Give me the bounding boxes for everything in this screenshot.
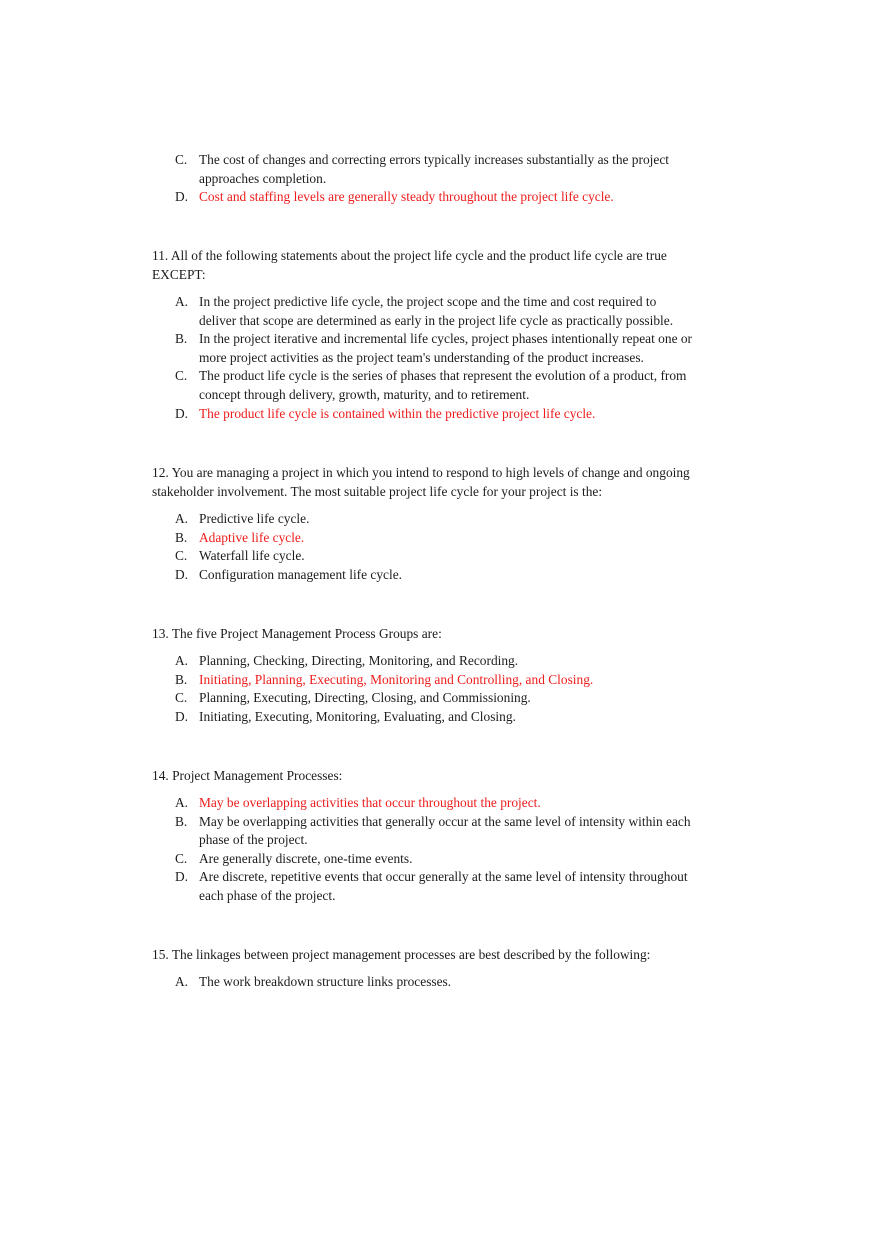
option-c (152, 547, 738, 566)
option-text-line: In the project iterative and incremental life cycles, project phases intentionally repeat one or (199, 331, 693, 347)
option-text-line: Cost and staffing levels are generally steady throughout the project life cycle. (199, 189, 614, 205)
option-letter: B. (175, 671, 188, 687)
option-text-line: The product life cycle is contained within the predictive project life cycle. (199, 405, 596, 421)
option-text-line: Planning, Executing, Directing, Closing, and Commissioning. (199, 690, 531, 706)
option-text-line: Configuration management life cycle. (199, 566, 403, 582)
option-text-line: concept through delivery, growth, maturity, and to retirement. (199, 386, 530, 402)
option-letter: D. (175, 708, 189, 724)
option-letter: A. (175, 653, 189, 668)
question-stem-line: 12. You are managing a project in which you intend to respond to high levels of change and ongoing (152, 465, 690, 480)
option-b (152, 330, 738, 367)
option-text-line: Adaptive life cycle. (199, 529, 305, 545)
option-text-line: The product life cycle is the series of phases that represent the evolution of a product, from (199, 368, 687, 384)
question-10-tail (152, 151, 732, 207)
question-13 (152, 624, 732, 643)
option-c (152, 689, 738, 708)
option-b (152, 813, 738, 850)
option-text-line: Initiating, Planning, Executing, Monitoring and Controlling, and Closing. (199, 671, 594, 687)
option-text-line: each phase of the project. (199, 887, 336, 903)
option-text-line: In the project predictive life cycle, the project scope and the time and cost required to (199, 294, 657, 309)
option-c (152, 151, 738, 188)
option-b-correct (152, 671, 738, 690)
option-a (152, 510, 738, 529)
option-letter: A. (175, 974, 189, 989)
option-letter: B. (175, 529, 188, 545)
question-14 (152, 766, 732, 785)
option-text-line: May be overlapping activities that generally occur at the same level of intensity within each (199, 813, 691, 829)
option-text-line: Waterfall life cycle. (199, 548, 305, 564)
option-text-line: Are generally discrete, one-time events. (199, 850, 413, 866)
question-14-options (152, 794, 732, 906)
option-d (152, 708, 738, 727)
question-15 (152, 945, 732, 964)
option-a (152, 293, 738, 330)
question-13-options (152, 652, 732, 726)
option-text-line: more project activities as the project team's understanding of the product increases. (199, 349, 644, 365)
option-text-line: approaches completion. (199, 170, 327, 186)
option-d (152, 566, 738, 585)
option-d-correct (152, 405, 738, 424)
option-letter: D. (175, 189, 189, 205)
question-12 (152, 463, 732, 501)
option-letter: B. (175, 331, 188, 347)
option-d (152, 868, 738, 905)
option-c (152, 367, 738, 404)
option-text-line: Initiating, Executing, Monitoring, Evaluating, and Closing. (199, 708, 516, 724)
option-text-line: Planning, Checking, Directing, Monitoring, and Recording. (199, 653, 519, 668)
option-letter: C. (175, 152, 188, 167)
question-stem-line: 13. The five Project Management Process Groups are: (152, 626, 442, 641)
option-text-line: deliver that scope are determined as early in the project life cycle as practically possible. (199, 312, 674, 328)
question-15-options (152, 973, 732, 992)
option-c (152, 850, 738, 869)
option-text-line: Are discrete, repetitive events that occur generally at the same level of intensity throughout (199, 869, 688, 885)
question-stem-line: 11. All of the following statements about the project life cycle and the product life cycle are true (152, 248, 667, 263)
option-letter: A. (175, 511, 189, 526)
option-letter: C. (175, 690, 188, 706)
option-text-line: May be overlapping activities that occur throughout the project. (199, 795, 541, 810)
option-letter: C. (175, 548, 188, 564)
option-text-line: phase of the project. (199, 832, 308, 848)
option-b-correct (152, 529, 738, 548)
option-text-line: The work breakdown structure links processes. (199, 974, 452, 989)
question-stem-line: 15. The linkages between project management processes are best described by the following: (152, 947, 651, 962)
question-11 (152, 246, 732, 284)
option-letter: D. (175, 405, 189, 421)
question-12-options (152, 510, 732, 584)
option-a (152, 652, 738, 671)
option-d-correct (152, 188, 738, 207)
question-stem-line: EXCEPT: (152, 267, 206, 282)
option-letter: A. (175, 294, 189, 309)
question-11-options (152, 293, 732, 423)
question-stem-line: 14. Project Management Processes: (152, 768, 343, 783)
question-stem-line: stakeholder involvement. The most suitable project life cycle for your project is the: (152, 484, 603, 499)
option-a-correct (152, 794, 738, 813)
option-letter: D. (175, 869, 189, 885)
option-letter: D. (175, 566, 189, 582)
option-letter: C. (175, 850, 188, 866)
option-text-line: Predictive life cycle. (199, 511, 310, 526)
option-text-line: The cost of changes and correcting errors typically increases substantially as the project (199, 152, 669, 167)
option-letter: A. (175, 795, 189, 810)
option-a (152, 973, 738, 992)
option-letter: C. (175, 368, 188, 384)
option-letter: B. (175, 813, 188, 829)
